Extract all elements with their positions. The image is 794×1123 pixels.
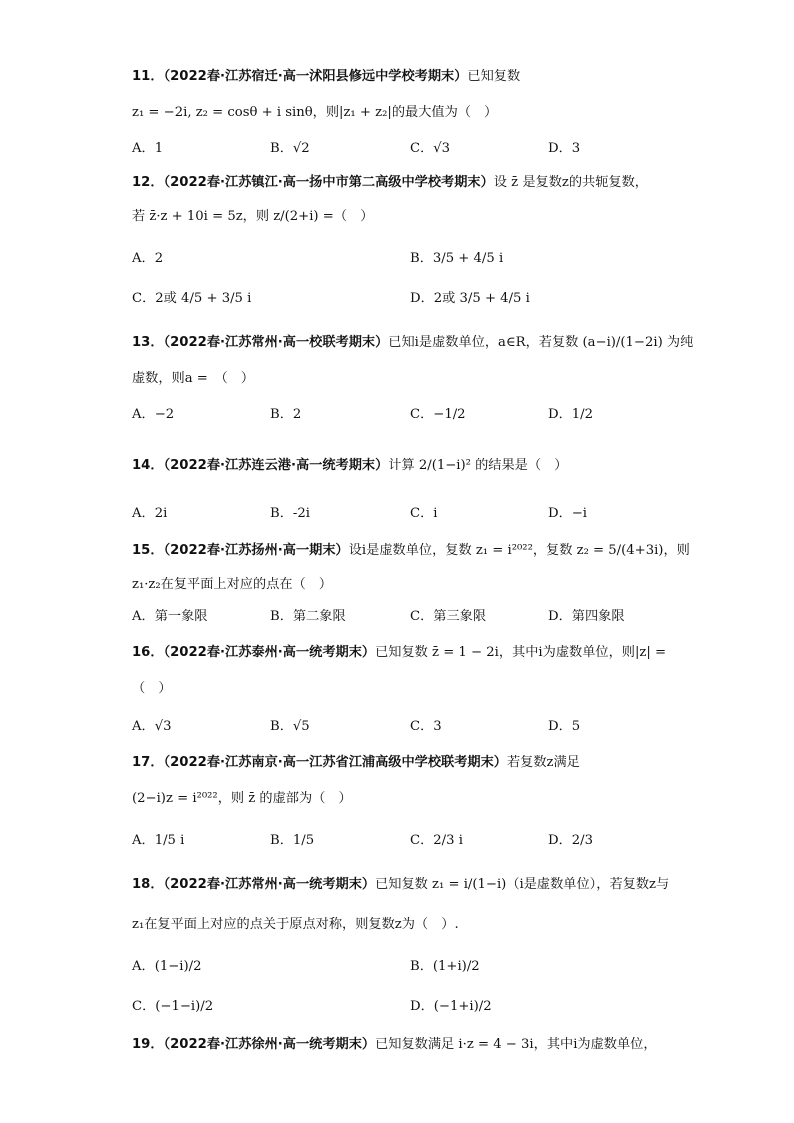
question-12-stem bbox=[132, 172, 672, 194]
option-b[interactable]: B．-2i bbox=[270, 506, 310, 521]
option-c[interactable]: C．i bbox=[410, 506, 438, 521]
option-a[interactable]: A．2 bbox=[132, 251, 164, 266]
option-d[interactable]: D．1/2 bbox=[548, 407, 593, 422]
question-15-stem bbox=[132, 540, 690, 562]
question-17-stem bbox=[132, 752, 672, 774]
question-source: （2022春·江苏连云港·高一统考期末） bbox=[163, 458, 389, 473]
question-source: （2022春·江苏泰州·高一统考期末） bbox=[163, 645, 376, 660]
question-number: 12． bbox=[132, 175, 164, 190]
option-c[interactable]: C．2/3 i bbox=[410, 833, 463, 848]
question-number: 17． bbox=[132, 755, 164, 770]
question-19-stem bbox=[132, 1034, 672, 1056]
option-a[interactable]: A．第一象限 bbox=[132, 609, 208, 624]
option-d[interactable]: D．3 bbox=[548, 141, 581, 156]
option-b[interactable]: B．3/5 + 4/5 i bbox=[410, 251, 504, 266]
question-11-stem bbox=[132, 66, 672, 88]
question-13-line2: 虚数，则a = （ ） bbox=[132, 371, 255, 386]
option-d[interactable]: D．(−1+i)/2 bbox=[410, 999, 492, 1014]
option-c[interactable]: C．第三象限 bbox=[410, 609, 487, 624]
question-14-stem bbox=[132, 455, 672, 477]
question-number: 14． bbox=[132, 458, 164, 473]
question-source: （2022春·江苏常州·高一校联考期末） bbox=[163, 335, 389, 350]
question-text: 设 z̄ 是复数z的共轭复数， bbox=[493, 175, 648, 190]
question-text: 已知复数满足 i·z = 4 − 3i，其中i为虚数单位， bbox=[375, 1037, 657, 1052]
option-d[interactable]: D．5 bbox=[548, 719, 581, 734]
question-number: 15． bbox=[132, 543, 164, 558]
question-17-line2: (2−i)z = i²⁰²²，则 z̄ 的虚部为（ ） bbox=[132, 791, 352, 806]
question-source: （2022春·江苏南京·高一江苏省江浦高级中学校联考期末） bbox=[163, 755, 507, 770]
question-number: 16． bbox=[132, 645, 164, 660]
option-a[interactable]: A．2i bbox=[132, 506, 168, 521]
question-18-stem bbox=[132, 874, 672, 896]
question-text: 已知复数 z₁ = i/(1−i)（i是虚数单位），若复数z与 bbox=[375, 877, 670, 892]
question-number: 19． bbox=[132, 1037, 164, 1052]
option-b[interactable]: B．√5 bbox=[270, 719, 310, 734]
option-c[interactable]: C．3 bbox=[410, 719, 442, 734]
question-source: （2022春·江苏常州·高一统考期末） bbox=[163, 877, 376, 892]
option-a[interactable]: A．√3 bbox=[132, 719, 172, 734]
question-text: 已知复数 z̄ = 1 − 2i，其中i为虚数单位，则|z| = bbox=[375, 645, 667, 660]
option-a[interactable]: A．(1−i)/2 bbox=[132, 959, 202, 974]
question-12-line2: 若 z̄·z + 10i = 5z，则 z/(2+i) =（ ） bbox=[132, 209, 374, 224]
option-c[interactable]: C．(−1−i)/2 bbox=[132, 999, 214, 1014]
question-source: （2022春·江苏镇江·高一扬中市第二高级中学校考期末） bbox=[163, 175, 494, 190]
option-c[interactable]: C．2或 4/5 + 3/5 i bbox=[132, 291, 252, 306]
option-b[interactable]: B．第二象限 bbox=[270, 609, 346, 624]
option-c[interactable]: C．−1/2 bbox=[410, 407, 466, 422]
option-d[interactable]: D．2/3 bbox=[548, 833, 593, 848]
question-source: （2022春·江苏扬州·高一期末） bbox=[163, 543, 349, 558]
question-16-stem bbox=[132, 642, 672, 664]
question-15-line2: z₁·z₂在复平面上对应的点在（ ） bbox=[132, 577, 333, 592]
question-text: 已知复数 bbox=[467, 69, 521, 84]
question-text: 设i是虚数单位，复数 z₁ = i²⁰²²，复数 z₂ = 5/(4+3i)，则 bbox=[348, 543, 690, 558]
option-a[interactable]: A．−2 bbox=[132, 407, 175, 422]
question-11-line2: z₁ = −2i, z₂ = cosθ + i sinθ，则|z₁ + z₂|的最大值为（ ） bbox=[132, 105, 498, 120]
option-d[interactable]: D．2或 3/5 + 4/5 i bbox=[410, 291, 530, 306]
option-b[interactable]: B．√2 bbox=[270, 141, 310, 156]
question-text: 若复数z满足 bbox=[506, 755, 580, 770]
question-16-line2: （ ） bbox=[132, 681, 172, 696]
option-d[interactable]: D．−i bbox=[548, 506, 588, 521]
question-number: 11． bbox=[132, 69, 164, 84]
option-b[interactable]: B．(1+i)/2 bbox=[410, 959, 480, 974]
option-c[interactable]: C．√3 bbox=[410, 141, 451, 156]
question-source: （2022春·江苏徐州·高一统考期末） bbox=[163, 1037, 376, 1052]
question-source: （2022春·江苏宿迁·高一沭阳县修远中学校考期末） bbox=[163, 69, 468, 84]
question-text: 计算 2/(1−i)² 的结果是（ ） bbox=[388, 458, 568, 473]
option-d[interactable]: D．第四象限 bbox=[548, 609, 625, 624]
option-a[interactable]: A．1/5 i bbox=[132, 833, 185, 848]
option-b[interactable]: B．2 bbox=[270, 407, 302, 422]
question-13-stem bbox=[132, 332, 694, 354]
option-a[interactable]: A．1 bbox=[132, 141, 164, 156]
question-18-line2: z₁在复平面上对应的点关于原点对称，则复数z为（ ）. bbox=[132, 917, 459, 932]
option-b[interactable]: B．1/5 bbox=[270, 833, 315, 848]
question-number: 18． bbox=[132, 877, 164, 892]
question-text: 已知i是虚数单位，a∈R，若复数 (a−i)/(1−2i) 为纯 bbox=[388, 335, 694, 350]
question-number: 13． bbox=[132, 335, 164, 350]
